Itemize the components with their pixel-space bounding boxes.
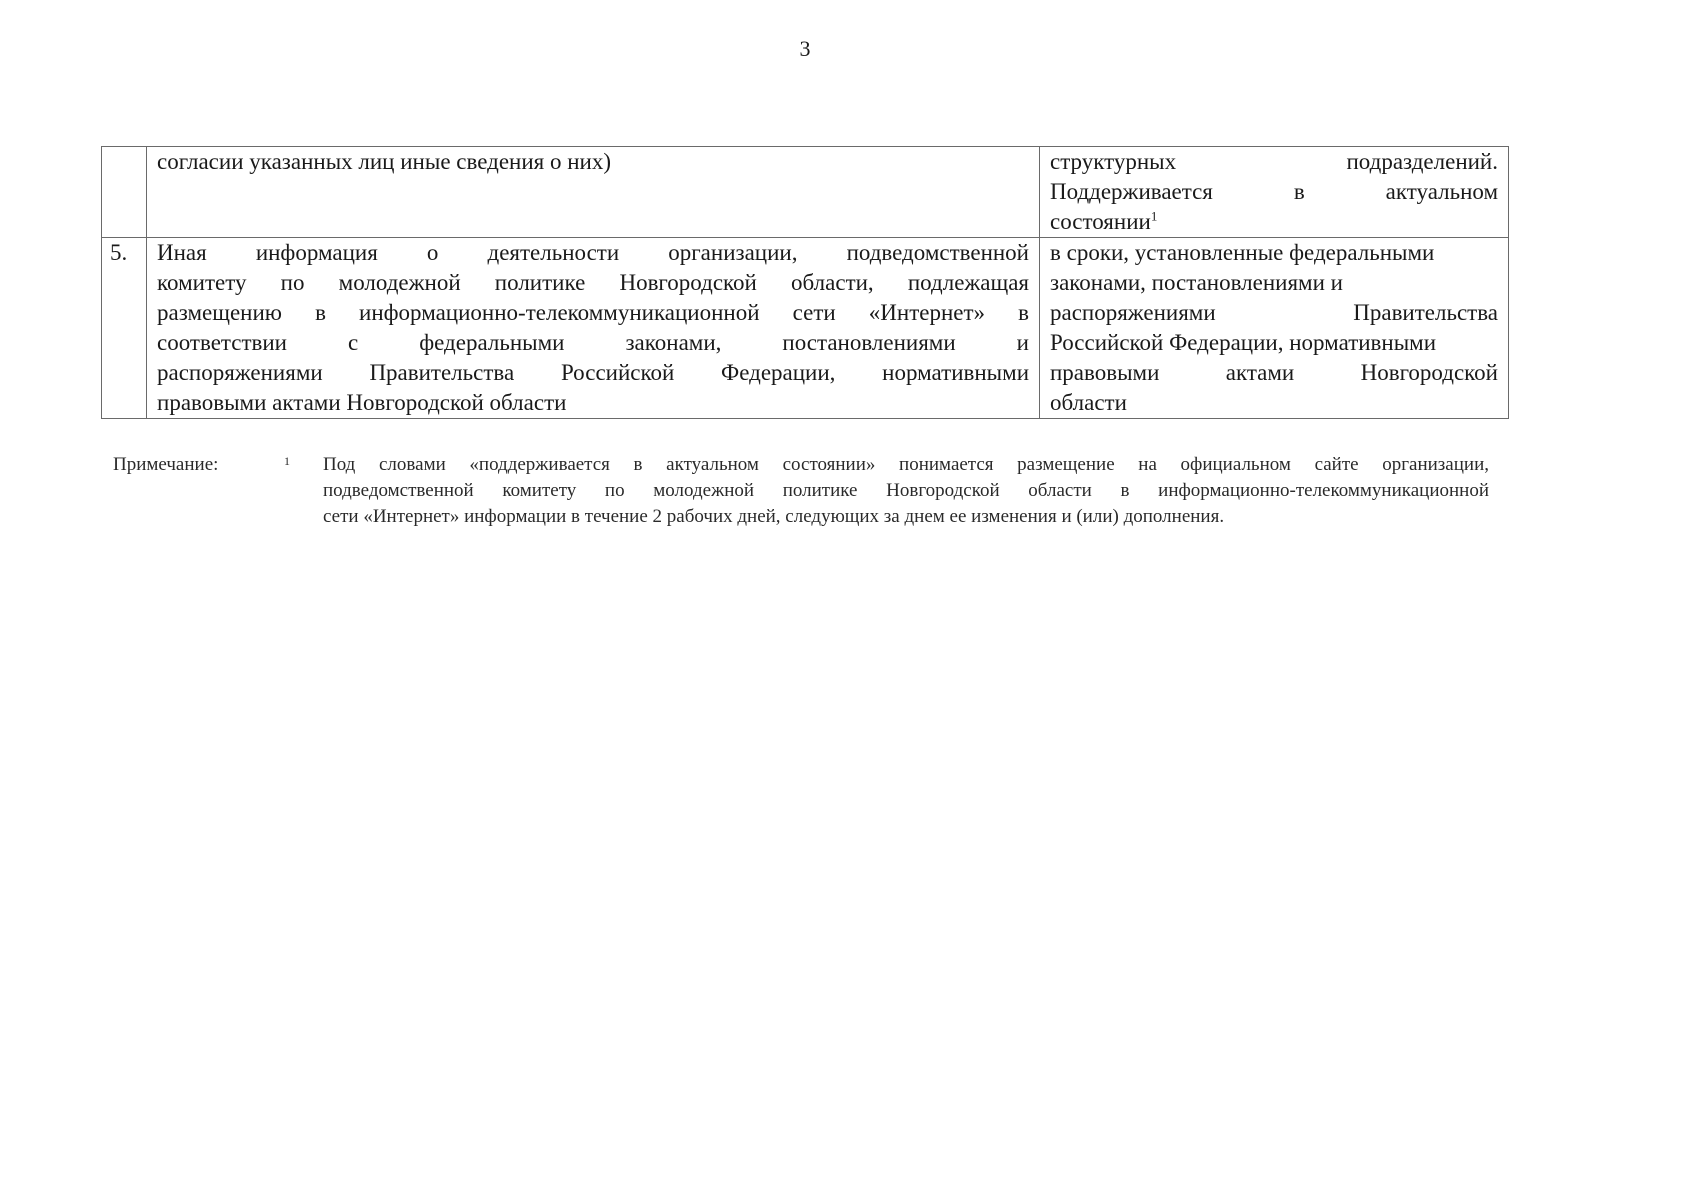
text-line: распоряжениями Правительства Российской Федерации, нормативными [157,360,1029,385]
row-number-cell [102,147,147,238]
footnote-mark: 1 [1150,208,1158,224]
text-line: Иная информация о деятельности организации, подведомственной [157,240,1029,265]
text-line-with-footnote [1050,207,1498,237]
text-line: сети «Интернет» информации в течение 2 рабочих дней, следующих за днем ее изменения и (или) дополнения. [323,506,1225,527]
text-line: размещению в информационно-телекоммуникационной сети «Интернет» в [157,300,1029,325]
text-line: области [1050,390,1127,415]
text-line: структурных подразделений. [1050,149,1498,174]
text-line: Российской Федерации, нормативными [1050,330,1437,355]
text-line: согласии указанных лиц иные сведения о них) [157,149,611,174]
info-table [101,146,1509,419]
text-line: Под словами «поддерживается в актуальном состоянии» понимается размещение на официальном сайте организации, [323,454,1489,475]
term-cell [1040,147,1509,238]
row-number-cell: 5. [102,238,147,419]
text-line: распоряжениями Правительства [1050,300,1498,325]
text-line: в сроки, установленные федеральными [1050,240,1435,265]
table-row [102,147,1509,238]
text-line: правовыми актами Новгородской области [157,390,567,415]
note-label: Примечание: [113,454,219,475]
text-line: Поддерживается в актуальном [1050,179,1498,204]
text-line: законами, постановлениями и [1050,270,1343,295]
page-number: 3 [799,36,811,61]
footnote-mark: 1 [284,454,290,468]
info-name-cell [147,238,1040,419]
text-line: правовыми актами Новгородской [1050,360,1498,385]
note-text [323,452,1489,530]
text-line: соответствии с федеральными законами, постановлениями и [157,330,1029,355]
text-line: комитету по молодежной политике Новгородской области, подлежащая [157,270,1029,295]
text-line: подведомственной комитету по молодежной политике Новгородской области в информационно-телекоммуникационной [323,480,1489,501]
text-fragment: состоянии [1050,209,1151,234]
info-name-cell [147,147,1040,238]
term-cell [1040,238,1509,419]
table-row [102,238,1509,419]
